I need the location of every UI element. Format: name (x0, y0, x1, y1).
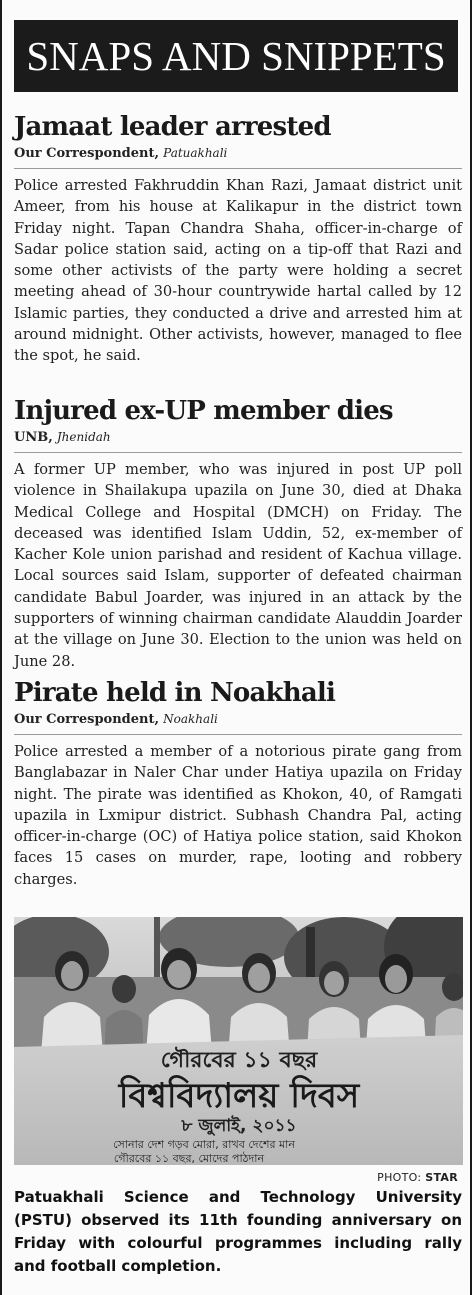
byline-location: Jhenidah (56, 430, 111, 444)
rally-photo-graphic (14, 917, 463, 1165)
article-body: A former UP member, who was injured in post UP poll violence in Shailakupa upazila on June 30, died at Dhaka Medical College and Hospital (DMCH) on Friday. The deceased was identified Islam Uddin, 52, ex-member of Kacher Kole union parishad and resident of Kachua village. Local sources said Islam, supporter of defeated chairman candidate Babul Joarder, was injured in an attack by the supporters of winning chairman candidate Alauddin Joarder at the village on June 30. Election to the union was held on June 28. (14, 461, 462, 670)
photo-credit (377, 1171, 458, 1184)
byline (14, 428, 462, 447)
byline (14, 710, 462, 729)
article-body: Police arrested a member of a notorious pirate gang from Banglabazar in Naler Char under Hatiya upazila on Friday night. The pirate was identified as Khokon, 40, of Ramgati upazila in Lxmipur district. Subhash Chandra Pal, acting officer-in-charge (OC) of Hatiya police station, said Khokon faces 15 cases on murder, rape, looting and robbery charges. (14, 743, 462, 888)
byline (14, 144, 462, 163)
banner-line-3: ৮ জুলাই, ২০১১ (181, 1116, 297, 1136)
banner-line-4: সোনার দেশ গড়ব মোরা, রাখব দেশের মান (113, 1138, 295, 1151)
banner-line-2: বিশ্ববিদ্যালয় দিবস (118, 1076, 360, 1116)
byline-location: Noakhali (163, 712, 218, 726)
section-banner (14, 20, 458, 92)
byline-source: UNB, (14, 430, 53, 445)
headline: Jamaat leader arrested (14, 112, 331, 142)
rally-photo (14, 917, 463, 1165)
headline: Pirate held in Noakhali (14, 678, 336, 708)
news-story-injured (14, 394, 462, 672)
headline: Injured ex-UP member dies (14, 396, 393, 426)
news-story-pirate (14, 676, 462, 890)
photo-credit-label: PHOTO: (377, 1171, 422, 1184)
news-story-jamaat (14, 110, 462, 367)
banner-line-1: গৌরবের ১১ বছর (160, 1048, 318, 1073)
section-title: SNAPS AND SNIPPETS (26, 33, 446, 79)
photo-caption: Patuakhali Science and Technology University (PSTU) observed its 11th founding anniversary on Friday with colourful programmes including rally and football completion. (14, 1188, 462, 1275)
banner-line-5: গৌরবের ১১ বছর, মোদের পাঠদান (113, 1152, 265, 1165)
divider (14, 168, 462, 169)
divider (14, 452, 462, 453)
byline-location: Patuakhali (163, 146, 228, 160)
byline-source: Our Correspondent, (14, 712, 160, 727)
byline-source: Our Correspondent, (14, 146, 160, 161)
article-body: Police arrested Fakhruddin Khan Razi, Jamaat district unit Ameer, from his house at Kalikapur in the district town Friday night. Tapan Chandra Shaha, officer-in-charge of Sadar police station said, acting on a tip-off that Razi and some other activists of the party were holding a secret meeting ahead of 30-hour countrywide hartal called by 12 Islamic parties, they conducted a drive and arrested him at around midnight. Other activists, however, managed to flee the spot, he said. (14, 177, 462, 365)
divider (14, 734, 462, 735)
photo-credit-source: STAR (425, 1171, 458, 1184)
